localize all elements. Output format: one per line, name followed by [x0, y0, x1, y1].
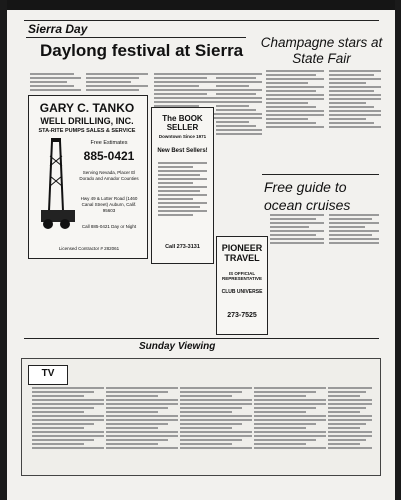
masthead-line — [96, 11, 348, 20]
pioneer-title: PIONEER TRAVEL — [221, 243, 263, 263]
article-copy-state-fair-right — [329, 70, 381, 174]
pioneer-travel-ad — [216, 236, 268, 335]
tv-col-5 — [328, 387, 372, 469]
tv-col-3 — [180, 387, 252, 469]
section-title-sunday-viewing: Sunday Viewing — [139, 341, 216, 352]
pioneer-line2: CLUB UNIVERSE — [221, 289, 263, 295]
bookseller-list — [158, 162, 207, 232]
tv-footer-notes — [22, 476, 378, 490]
section-title-sierra-day: Sierra Day — [28, 22, 88, 36]
tanko-ad-name: GARY C. TANKO — [39, 101, 135, 115]
main-headline: Daylong festival at Sierra — [40, 41, 244, 60]
article-copy-cruise-right — [329, 214, 379, 266]
right-rule — [262, 174, 379, 175]
scan-edge-right — [395, 0, 401, 500]
tanko-ad-service: STA-RITE PUMPS SALES & SERVICE — [38, 128, 136, 134]
tanko-ad-company: WELL DRILLING, INC. — [40, 116, 134, 126]
article-copy-left-top — [30, 73, 81, 94]
section-rule — [26, 37, 246, 38]
tv-logo: TV — [41, 368, 55, 379]
headline-champagne: Champagne stars at State Fair — [260, 35, 383, 66]
top-rule — [24, 20, 379, 21]
drilling-rig-illustration — [37, 136, 75, 230]
bookseller-brand: The BOOK SELLER — [162, 114, 203, 132]
tanko-ad-license: Licensed Contractor # 282061 — [58, 246, 120, 251]
tanko-ad — [28, 95, 148, 259]
article-copy-cruise-left — [270, 214, 324, 266]
pioneer-line1: IS OFFICIAL REPRESENTATIVE — [221, 271, 263, 281]
tanko-ad-address: Hwy 49 & Lotter Road (1460 Canal Street) Auburn, Calif. 95603 — [80, 196, 138, 213]
lower-rule — [24, 338, 379, 339]
pioneer-phone: 273-7525 — [227, 312, 257, 319]
bookseller-ad — [151, 107, 214, 264]
headline-cruise: Free guide to ocean cruises — [264, 179, 351, 213]
bookseller-phone: Call 273-3131 — [165, 244, 200, 250]
scan-edge-top — [0, 0, 401, 10]
tv-col-2 — [106, 387, 178, 469]
bookseller-tag: Downtown Since 1971 — [158, 134, 207, 139]
tv-logo-box — [28, 365, 68, 385]
tanko-ad-serving: Serving Nevada, Placer El Dorado and Amador Counties — [79, 170, 139, 181]
tv-col-1 — [32, 387, 104, 469]
article-copy-state-fair-left — [266, 70, 324, 174]
scan-edge-left — [0, 0, 7, 500]
tanko-ad-estimates: Free Estimates — [90, 140, 128, 146]
article-copy-mid-top — [86, 73, 148, 94]
tanko-ad-call: Call 885-0421 Day or Night — [81, 224, 137, 229]
tanko-ad-phone: 885-0421 — [83, 149, 135, 163]
tv-col-4 — [254, 387, 326, 469]
tv-listings-box — [21, 358, 381, 476]
bookseller-bestsellers: New Best Sellers! — [157, 148, 208, 154]
